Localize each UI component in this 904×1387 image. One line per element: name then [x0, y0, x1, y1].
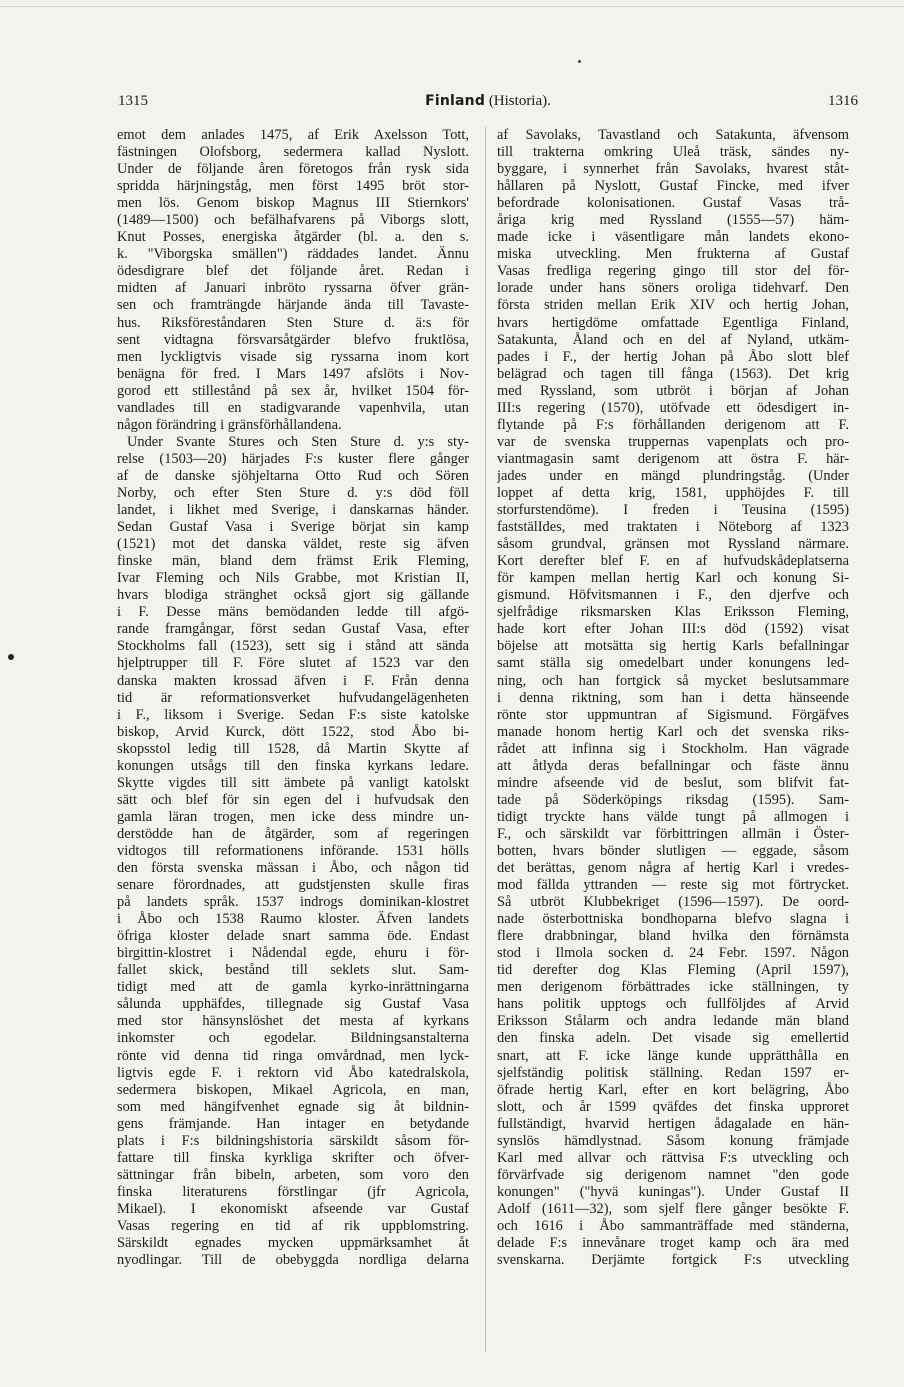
text-line: sättningar från bibeln, arbeten, som voro den — [117, 1166, 469, 1183]
text-line: belägrad och tagen till fånga (1563). Det krig — [497, 365, 849, 382]
text-line: rönte stor uppmuntran af Sigismund. Förgäfves — [497, 706, 849, 723]
text-line: Adolf (1611—32), som sjelf flere gånger besökte F. — [497, 1200, 849, 1217]
text-line: birgittin-klostret i Nådendal egde, ehuru i för- — [117, 945, 469, 962]
text-line: mindre afseende vid de beslut, som blifvit fat- — [497, 774, 849, 791]
text-line: tid är reformationsverket hufvudangelägenheten — [117, 689, 469, 706]
text-line: nyodlingar. Till de obebyggda nordliga delarna — [117, 1252, 469, 1269]
text-line: böjelse att motsätta sig hertig Karls befallningar — [497, 638, 849, 655]
text-line: pades i F., der hertig Johan på Åbo slott blef — [497, 348, 849, 365]
text-line: botten, hvars bönder slutligen — eggade, såsom — [497, 842, 849, 859]
text-line: svenskarna. Derjämte fortgick F:s utveckling — [497, 1252, 849, 1269]
text-line: sålunda upphäfdes, tillegnade sig Gustaf Vasa — [117, 996, 469, 1013]
text-line: spridda härjningståg, men först 1495 bröt stor- — [117, 178, 469, 195]
text-line: Sedan Gustaf Vasa i Sverige börjat sin kamp — [117, 519, 469, 536]
text-line: manade honom hertig Karl och det svenska riks- — [497, 723, 849, 740]
text-line: gamla läran trogen, men icke dess mindre un- — [117, 808, 469, 825]
text-line: den första svenska mässan i Åbo, och någon tid — [117, 860, 469, 877]
text-column-left — [117, 127, 469, 1352]
text-line: som med hängifvenhet egnade sig åt bildnin- — [117, 1098, 469, 1115]
text-line: hvars hertigdöme omfattade Egentliga Finland, — [497, 314, 849, 331]
text-line: tidigt med att de gamla kyrko-inrättningarna — [117, 979, 469, 996]
text-line: mod fällda yttranden — reste sig mot förtrycket. — [497, 877, 849, 894]
text-line: konungen" ("hyvä kuningas"). Under Gustaf II — [497, 1183, 849, 1200]
text-line: Vasas regering en tid af rik uppblomstring. — [117, 1218, 469, 1234]
text-line: biskop, Arvid Kurck, dött 1522, stod Åbo bi- — [117, 723, 469, 740]
text-line: gismund. Höfvitsmannen i F., den djerfve och — [497, 587, 849, 604]
text-line: snart, att F. icke länge kunde upprätthålla en — [497, 1047, 849, 1064]
text-line: någon förändring i gränsförhållandena. — [117, 416, 342, 433]
text-line: sätt och blef för sin egen del i hufvudsak den — [117, 791, 469, 808]
text-line: Särskildt egnades mycken uppmärksamhet åt — [117, 1235, 469, 1252]
text-line: ödesdigrare blef det följande året. Redan i — [117, 263, 469, 280]
text-line: öfriga kloster delade snart samma öde. Endast — [117, 928, 469, 945]
text-line: förvärfvade sig derigenom namnet "den gode — [497, 1166, 849, 1183]
text-line: (1489—1500) och befälhafvarens på Viborgs slott, — [117, 212, 469, 229]
text-line: finske män, bland dem främst Erik Fleming, — [117, 553, 469, 570]
text-line: och 1616 i Åbo sammanträffade med ständerna, — [497, 1218, 849, 1234]
text-line: finska literaturens förstlingar (jfr Agricola, — [117, 1183, 469, 1200]
text-line: i denna riktning, som han i detta hänseende — [497, 689, 849, 706]
text-line: af Savolaks, Tavastland och Satakunta, äfvensom — [497, 127, 849, 143]
text-line: Under Svante Stures och Sten Sture d. y:s sty- — [127, 433, 469, 450]
text-line: sjelfständig politisk ställning. Redan 1597 er- — [497, 1064, 849, 1081]
text-line: samt ställa sig omedelbart under konungens led- — [497, 655, 849, 672]
text-line: den finska adeln. Det visade sig emellertid — [497, 1030, 849, 1047]
text-line: första striden mellan Erik XIV och hertig Johan, — [497, 297, 849, 314]
text-line: hvars blodiga stränghet också gjort sig gällande — [117, 587, 469, 604]
text-line: för kampen mellan hertig Karl och konung Si- — [497, 570, 849, 587]
text-line: fullständigt, hvarvid hertigen ådagalade en hän- — [497, 1115, 849, 1132]
text-line: senare förordnades, att gudstjensten skulle firas — [117, 877, 469, 894]
text-line: af de danske sjöhjeltarna Otto Rud och Sören — [117, 467, 469, 484]
text-line: inkomster och egodelar. Bildningsanstalterna — [117, 1030, 469, 1047]
text-line: på landets språk. 1537 indrogs dominikan-klostret — [117, 894, 469, 911]
text-line: flere drabbningar, bland hvilka den förnämsta — [497, 928, 849, 945]
text-line: vandlades till en stadigvarande vapenhvila, utan — [117, 399, 469, 416]
text-line: midten af Januari inbröto ryssarna öfver grän- — [117, 280, 469, 297]
text-line: Vasas fredliga regering gingo till stor del för- — [497, 263, 849, 280]
text-line: ning, och han fortgick så mycket beslutsammare — [497, 672, 849, 689]
page-header — [118, 93, 858, 115]
text-line: slott, och år 1599 qväfdes det finska upproret — [497, 1098, 849, 1115]
text-line: Mikael). I ekonomiskt afseende var Gustaf — [117, 1200, 469, 1217]
text-line: Skytte vigdes till sitt ämbete på vanligt katolskt — [117, 774, 469, 791]
text-line: benägna för fred. I Mars 1497 afslöts i Nov- — [117, 365, 469, 382]
text-line: Ivar Fleming och Nils Grabbe, mot Kristian II, — [117, 570, 469, 587]
column-divider — [485, 127, 486, 1352]
text-line: såsom grundval, gränsen mot Ryssland närmare. — [497, 536, 849, 553]
text-line: åriga krig med Ryssland (1555—57) häm- — [497, 212, 849, 229]
text-line: stod i Ilmola socken d. 24 Febr. 1597. Någon — [497, 945, 849, 962]
text-line: fallet skick, bestånd till seklets slut. Sam- — [117, 962, 469, 979]
text-line: tidigt tryckte hans välde tungt på allmogen i — [497, 808, 849, 825]
text-line: Så utbröt Klubbekriget (1596—1597). De oord- — [497, 894, 849, 911]
text-line: sent vidtagna försvarsåtgärder blefvo fruktlösa, — [117, 331, 469, 348]
running-title — [118, 93, 858, 110]
text-line: men derigenom förbättrades icke ställningen, ty — [497, 979, 849, 996]
text-line: det berättas, genom några af hertig Karl i vredes- — [497, 860, 849, 877]
text-line: konungen utsågs till den finska kyrkans ledare. — [117, 757, 469, 774]
text-line: faststälIdes, med traktaten i Nöteborg af 1323 — [497, 519, 849, 536]
text-line: hållaren på Nyslott, Gustaf Fincke, med ifver — [497, 178, 849, 195]
text-line: fattare till finska kyrkliga skrifter och öfver- — [117, 1149, 469, 1166]
text-line: i F., liksom i Sverige. Sedan F:s siste katolske — [117, 706, 469, 723]
running-title-keyword: Finland — [425, 93, 486, 109]
text-line: plats i F:s bildningshistoria särskildt såsom för- — [117, 1132, 469, 1149]
text-line: k. "Viborgska smällen") räddades landet. Ännu — [117, 246, 469, 263]
text-line: emot dem anlades 1475, af Erik Axelsson Tott, — [117, 127, 469, 143]
text-line: gorod ett stillestånd på sex år, hvilket 1504 för- — [117, 382, 469, 399]
text-line: derstödde han de åtgärder, som af regeringen — [117, 825, 469, 842]
text-line: jades under en mängd plundringståg. (Under — [497, 467, 849, 484]
text-line: Under de följande åren företogos från rysk sida — [117, 161, 469, 178]
text-line: med stor hänsynslöshet det mesta af kyrkans — [117, 1013, 469, 1030]
text-line: fästningen Olofsborg, sedermera kallad Nyslott. — [117, 144, 469, 161]
text-line: sen och framträngde härjande ända till Tavaste- — [117, 297, 469, 314]
text-line: gens främjande. Han intager en betydande — [117, 1115, 469, 1132]
text-line: tid derefter dog Klas Fleming (April 1597), — [497, 962, 849, 979]
text-line: sjelfrådige riksmarsken Klas Eriksson Fleming, — [497, 604, 849, 621]
text-line: rande framgångar, först sedan Gustaf Vasa, efter — [117, 621, 469, 638]
text-line: men lyckligtvis visade sig ryssarna inom kort — [117, 348, 469, 365]
text-line: loppet af detta krig, 1581, upphöjdes F. till — [497, 484, 849, 501]
text-line: Norby, och efter Sten Sture d. y:s död föll — [117, 484, 469, 501]
text-line: III:s regering (1570), utöfvade ett ödesdigert in- — [497, 399, 849, 416]
text-line: hjelptrupper till F. Före slutet af 1523 var den — [117, 655, 469, 672]
text-line: miska utveckling. Men frukterna af Gustaf — [497, 246, 849, 263]
text-line: Kort derefter blef F. en af hufvudskådeplatserna — [497, 553, 849, 570]
text-line: med Ryssland, som utbröt i början af Johan — [497, 382, 849, 399]
text-line: Karl med allvar och rättvisa F:s utveckling och — [497, 1149, 849, 1166]
text-line: Knut Posses, energiska åtgärder (bl. a. den s. — [117, 229, 469, 246]
text-line: ligtvis egde F. i rektorn vid Åbo katedralskola, — [117, 1064, 469, 1081]
text-line: att åtlyda deras befallningar och fäste ännu — [497, 757, 849, 774]
text-line: var de svenska truppernas vapenplats och pro- — [497, 433, 849, 450]
text-column-right — [497, 127, 849, 1352]
scan-edge-line — [0, 6, 904, 7]
text-line: viantmagasin samt derigenom att östra F. här- — [497, 450, 849, 467]
text-line: skopsstol ledig till 1528, då Martin Skytte af — [117, 740, 469, 757]
text-line: hus. Riksföreståndaren Sten Sture d. ä:s för — [117, 314, 469, 331]
text-line: lorade under hans söners oroliga tidehvarf. Den — [497, 280, 849, 297]
text-line: (1521) mot det danska väldet, reste sig äfven — [117, 536, 469, 553]
text-line: landet, i likhet med Sverige, i danskarnas händer. — [117, 502, 469, 519]
text-line: storfurstendöme). I freden i Teusina (1595) — [497, 502, 849, 519]
text-line: synslös hämdlystnad. Såsom konung främjade — [497, 1132, 849, 1149]
text-line: i F. Desse mäns bemödanden ledde till afgö- — [117, 604, 469, 621]
text-line: befordrade kolonisationen. Gustaf Vasas trå- — [497, 195, 849, 212]
text-line: made icke i väsentligare mån landets ekono- — [497, 229, 849, 246]
text-line: öfrade hertig Karl, efter en kort belägring, Åbo — [497, 1081, 849, 1098]
text-line: vidtogos till reformationens införande. 1531 hölls — [117, 842, 469, 859]
text-line: nade österbottniska bondhoparna blefvo slagna i — [497, 911, 849, 928]
text-line: delade F:s innevånare troget kamp och ära med — [497, 1235, 849, 1252]
text-line: Eriksson Stålarm och andra ledande män bland — [497, 1013, 849, 1030]
text-line: flytande på F:s förhållanden derigenom att F. — [497, 416, 849, 433]
text-line: hans politik upptogs och fullföljdes af Arvid — [497, 996, 849, 1013]
text-line: hade kort efter Johan III:s död (1592) visat — [497, 621, 849, 638]
text-line: danska makten krossad äfven i F. Från denna — [117, 672, 469, 689]
text-line: rådet att infinna sig i Stockholm. Han vägrade — [497, 740, 849, 757]
running-title-suffix: (Historia). — [488, 93, 551, 109]
page-number-left: 1315 — [118, 93, 148, 109]
text-line: rönte vid denna tid ringa omvårdnad, men lyck- — [117, 1047, 469, 1064]
text-line: sedermera biskopen, Mikael Agricola, en man, — [117, 1081, 469, 1098]
text-line: Stockholms fall (1523), sett sig i stånd att sända — [117, 638, 469, 655]
text-line: Satakunta, Åland och en del af Nyland, utkäm- — [497, 331, 849, 348]
text-line: byggare, i synnerhet från Savolaks, hvarest ståt- — [497, 161, 849, 178]
scan-speck — [578, 60, 581, 63]
text-line: F., och särskildt var förbittringen allmän i Öster- — [497, 825, 849, 842]
text-line: tade på Söderköpings riksdag (1595). Sam- — [497, 791, 849, 808]
page-number-right: 1316 — [828, 93, 858, 109]
text-line: i Åbo och 1538 Raumo kloster. Äfven landets — [117, 911, 469, 928]
text-line: men lös. Genom biskop Magnus III Stiernkors' — [117, 195, 469, 212]
text-line: till trakterna omkring Uleå träsk, sändes ny- — [497, 144, 849, 161]
margin-dot — [8, 654, 14, 660]
text-line: relse (1503—20) härjades F:s kuster flere gånger — [117, 450, 469, 467]
